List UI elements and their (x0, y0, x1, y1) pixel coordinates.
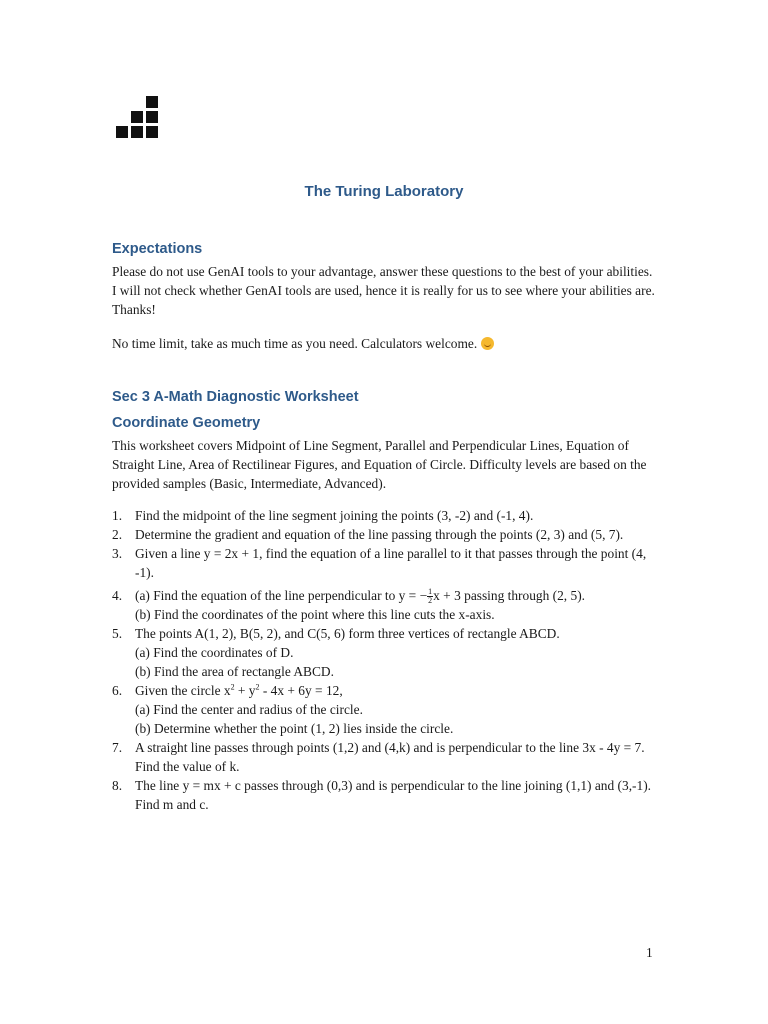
worksheet-title: Sec 3 A-Math Diagnostic Worksheet (112, 389, 359, 405)
question-part-b: (b) Find the coordinates of the point where this line cuts the x-axis. (135, 607, 495, 623)
question-part-b: (b) Determine whether the point (1, 2) lies inside the circle. (135, 721, 454, 737)
question-text: Determine the gradient and equation of the line passing through the points (2, 3) and (5, 7). (135, 527, 624, 542)
question-item (112, 776, 658, 814)
question-number: 6. (112, 683, 123, 699)
question-text: The line y = mx + c passes through (0,3) and is perpendicular to the line joining (1,1) and (3,-1). (135, 778, 652, 794)
question-part-a (135, 586, 658, 605)
question-item (112, 544, 658, 582)
question-text: The points A(1, 2), B(5, 2), and C(5, 6) form three vertices of rectangle ABCD. (135, 626, 560, 642)
question-item (112, 586, 658, 624)
question-item (112, 738, 658, 776)
lab-logo-icon (116, 96, 160, 140)
exponent: 2 (230, 682, 235, 692)
question-text: x + 3 passing through (2, 5). (433, 588, 586, 603)
question-text: Find the midpoint of the line segment joining the points (3, -2) and (-1, 4). (135, 508, 534, 523)
expectations-heading: Expectations (112, 241, 203, 257)
question-part-a: (a) Find the coordinates of D. (135, 645, 294, 661)
intro-text: This worksheet covers Midpoint of Line Segment, Parallel and Perpendicular Lines, Equation of Straight Line, Area of Rectilinear Figures, and Equation of Circle. Difficulty levels are based on the provided samples (Basic, Intermediate, Advanced). (112, 438, 647, 491)
question-part-b: (b) Find the area of rectangle ABCD. (135, 664, 334, 680)
expectations-note (112, 334, 658, 353)
question-number: 1. (112, 508, 123, 523)
expectations-text: Please do not use GenAI tools to your advantage, answer these questions to the best of your abilities. I will not check whether GenAI tools are used, hence it is really for us to see where your abilities are. Thanks! (112, 264, 655, 317)
question-text: Given a line y = 2x + 1, find the equation of a line parallel to it that passes through the point (4, -1). (135, 546, 647, 580)
question-text (135, 681, 658, 700)
question-list (112, 506, 658, 814)
document-title: The Turing Laboratory (304, 183, 464, 200)
question-number: 8. (112, 778, 123, 794)
question-follow-up: Find the value of k. (135, 759, 240, 775)
question-text: A straight line passes through points (1,2) and (4,k) and is perpendicular to the line 3x - 4y = 7. (135, 740, 645, 756)
question-item (112, 681, 658, 738)
question-number: 7. (112, 740, 123, 756)
worksheet-intro (112, 436, 658, 493)
worksheet-subtitle: Coordinate Geometry (112, 415, 261, 431)
question-text: (a) Find the equation of the line perpendicular to y = − (135, 588, 428, 603)
exponent: 2 (255, 682, 260, 692)
question-item (112, 525, 658, 544)
question-item (112, 506, 658, 525)
equation-part: - 4x + 6y = 12, (259, 683, 343, 699)
question-number: 4. (112, 588, 123, 603)
smiley-face-icon (481, 337, 494, 350)
expectations-body (112, 262, 658, 319)
equation-part: + y (234, 683, 256, 699)
fraction-denominator: 2 (428, 596, 433, 606)
question-item (112, 624, 658, 681)
question-number: 2. (112, 527, 123, 542)
question-follow-up: Find m and c. (135, 797, 209, 813)
question-number: 3. (112, 546, 123, 561)
fraction-numerator: 1 (428, 587, 433, 597)
note-text: No time limit, take as much time as you need. Calculators welcome. (112, 336, 478, 351)
equation-part: Given the circle x (135, 683, 231, 699)
question-part-a: (a) Find the center and radius of the circle. (135, 702, 363, 718)
question-number: 5. (112, 626, 123, 642)
page-number: 1 (646, 945, 653, 960)
